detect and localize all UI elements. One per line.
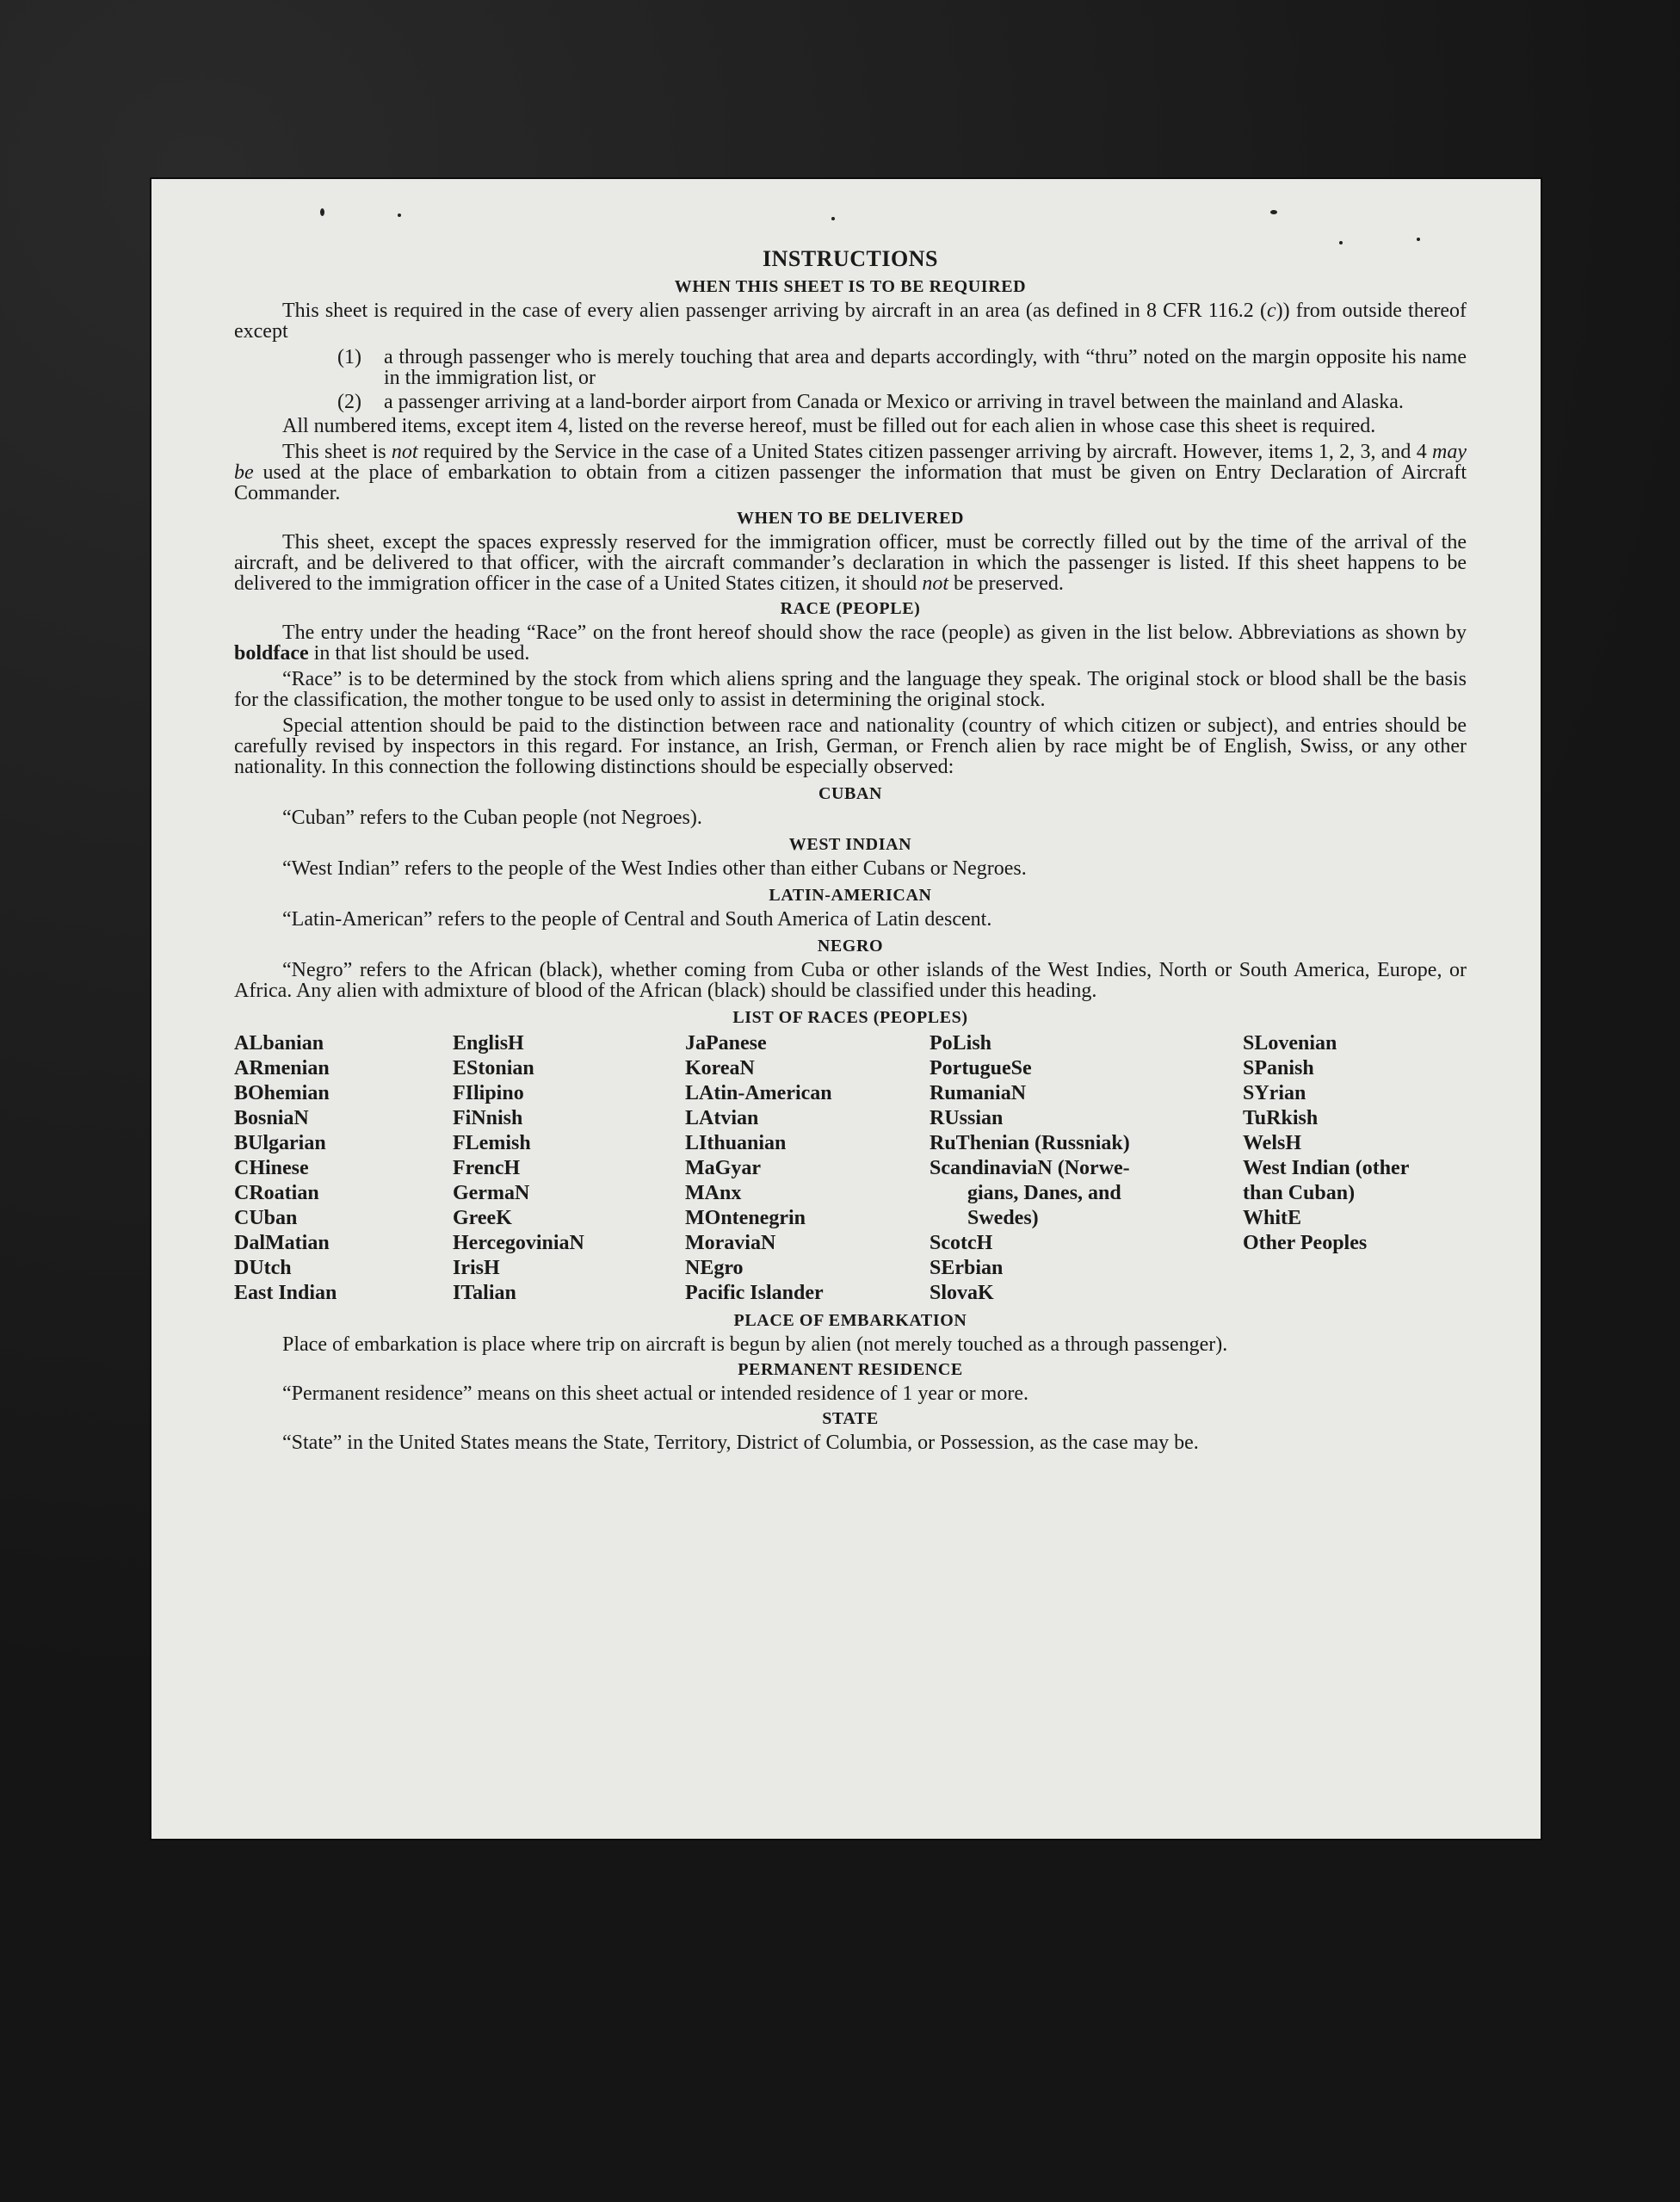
- race-entry: ScotcH: [930, 1232, 993, 1254]
- race-entry: WhitE: [1243, 1207, 1302, 1229]
- race-entry: CUban: [234, 1207, 298, 1229]
- race-entry: BOhemian: [234, 1082, 330, 1104]
- when-delivered-paragraph: This sheet, except the spaces expressly reserved for the immigration officer, must be correctly filled out by the time of the arrival of the aircraft, and be delivered to that officer, with the aircraft commander’s declaration in which the passenger is listed. If this sheet happens to be delivered to the immigration officer in the case of a United States citizen, it should not be preserved.: [234, 531, 1467, 595]
- definition-negro: “Negro” refers to the African (black), whether coming from Cuba or other islands of the West Indies, North or South America, Europe, or Africa. Any alien with admixture of blood of the African (black) should be classified under this heading.: [234, 959, 1467, 1002]
- race-entry: BUlgarian: [234, 1132, 326, 1154]
- race-entry: DalMatian: [234, 1232, 330, 1254]
- exception-item-1: (1) a through passenger who is merely touching that area and departs accordingly, with “thru” noted on the margin opposite his name in the immigration list, or: [337, 346, 1467, 389]
- race-entry-continued: gians, Danes, and: [967, 1182, 1121, 1204]
- race-paragraph-2: “Race” is to be determined by the stock from which aliens spring and the language they speak. The original stock or blood shall be the basis for the classification, the mother tongue to be used only to assist in determining the original stock.: [234, 668, 1467, 711]
- race-entry: RUssian: [930, 1107, 1004, 1129]
- race-entry: BosniaN: [234, 1107, 309, 1129]
- race-entry: FLemish: [453, 1132, 531, 1154]
- race-entry: SlovaK: [930, 1282, 994, 1304]
- race-entry: RuThenian (Russniak): [930, 1132, 1130, 1154]
- race-entry: FrencH: [453, 1157, 521, 1179]
- section-heading-when-required: WHEN THIS SHEET IS TO BE REQUIRED: [674, 277, 1027, 296]
- race-entry: WelsH: [1243, 1132, 1302, 1154]
- race-entry: MOntenegrin: [685, 1207, 806, 1229]
- definition-cuban: “Cuban” refers to the Cuban people (not Negroes).: [282, 807, 702, 829]
- race-entry: NEgro: [685, 1257, 744, 1279]
- race-entry: Other Peoples: [1243, 1232, 1368, 1254]
- section-heading-when-delivered: WHEN TO BE DELIVERED: [736, 509, 965, 528]
- races-column-2: [453, 1031, 685, 1306]
- race-entry: LAtvian: [685, 1107, 759, 1129]
- races-list-heading: LIST OF RACES (PEOPLES): [732, 1008, 968, 1027]
- race-entry: KoreaN: [685, 1057, 755, 1079]
- definition-heading-west-indian: WEST INDIAN: [788, 835, 912, 854]
- state-paragraph: “State” in the United States means the State, Territory, District of Columbia, or Possession, as the case may be.: [282, 1432, 1199, 1454]
- when-required-intro: This sheet is required in the case of every alien passenger arriving by aircraft in an area (as defined in 8 CFR 116.2 (c)) from outside thereof except: [234, 300, 1467, 343]
- definition-west-indian: “West Indian” refers to the people of the West Indies other than either Cubans or Negroes.: [282, 857, 1027, 880]
- race-entry: HercegoviniaN: [453, 1232, 584, 1254]
- race-entry: IrisH: [453, 1257, 500, 1279]
- race-entry: DUtch: [234, 1257, 292, 1279]
- races-column-1: [234, 1031, 453, 1306]
- citizen-paragraph: This sheet is not required by the Service in the case of a United States citizen passenger arriving by aircraft. However, items 1, 2, 3, and 4 may be used at the place of embarkation to obtain from a citizen passenger the information that must be given on Entry Declaration of Aircraft Commander.: [234, 441, 1467, 504]
- race-entry: MAnx: [685, 1182, 742, 1204]
- race-entry-continued: Swedes): [967, 1207, 1039, 1229]
- race-entry: SYrian: [1243, 1082, 1306, 1104]
- race-entry-continued: than Cuban): [1243, 1182, 1356, 1204]
- race-entry: LAtin-American: [685, 1082, 832, 1104]
- race-entry: FiNnish: [453, 1107, 523, 1129]
- race-entry: EnglisH: [453, 1032, 524, 1055]
- race-entry: SLovenian: [1243, 1032, 1337, 1055]
- exception-item-2: (2) a passenger arriving at a land-border airport from Canada or Mexico or arriving in travel between the mainland and Alaska.: [337, 391, 1404, 413]
- race-entry: JaPanese: [685, 1032, 767, 1055]
- races-column-4: [930, 1031, 1243, 1306]
- race-entry: ARmenian: [234, 1057, 330, 1079]
- race-entry: TuRkish: [1243, 1107, 1319, 1129]
- race-entry: GreeK: [453, 1207, 512, 1229]
- race-entry: LIthuanian: [685, 1132, 787, 1154]
- races-column-3: [685, 1031, 930, 1306]
- definition-latin-american: “Latin-American” refers to the people of Central and South America of Latin descent.: [282, 908, 992, 931]
- document-body: [234, 246, 1467, 1458]
- race-entry: ALbanian: [234, 1032, 324, 1055]
- section-heading-permanent-residence: PERMANENT RESIDENCE: [738, 1360, 963, 1379]
- race-entry: CHinese: [234, 1157, 309, 1179]
- race-entry: Pacific Islander: [685, 1282, 824, 1304]
- embarkation-paragraph: Place of embarkation is place where trip on aircraft is begun by alien (not merely touched as a through passenger).: [282, 1333, 1228, 1356]
- section-heading-embarkation: PLACE OF EMBARKATION: [733, 1311, 967, 1330]
- race-entry: ScandinaviaN (Norwe-: [930, 1157, 1130, 1179]
- races-column-5: [1243, 1031, 1467, 1306]
- definition-heading-cuban: CUBAN: [818, 784, 883, 803]
- definition-heading-latin-american: LATIN-AMERICAN: [769, 886, 932, 905]
- race-paragraph-3: Special attention should be paid to the distinction between race and nationality (country of which citizen or subject), and entries should be carefully revised by inspectors in this regard. For instance, an Irish, German, or French alien by race might be of English, Swiss, or any other nationality. In this connection the following distinctions should be especially observed:: [234, 714, 1467, 778]
- race-entry: EStonian: [453, 1057, 534, 1079]
- section-heading-state: STATE: [822, 1409, 879, 1428]
- race-entry: ITalian: [453, 1282, 516, 1304]
- numbered-items-paragraph: All numbered items, except item 4, listed on the reverse hereof, must be filled out for each alien in whose case this sheet is required.: [282, 415, 1376, 437]
- race-entry: MoraviaN: [685, 1232, 776, 1254]
- races-list: [234, 1031, 1467, 1306]
- page-title: INSTRUCTIONS: [763, 246, 938, 271]
- race-entry: West Indian (other: [1243, 1157, 1410, 1179]
- permanent-residence-paragraph: “Permanent residence” means on this sheet actual or intended residence of 1 year or more.: [282, 1382, 1028, 1405]
- section-heading-race: RACE (PEOPLE): [780, 599, 921, 618]
- race-entry: PoLish: [930, 1032, 992, 1055]
- race-entry: FIlipino: [453, 1082, 524, 1104]
- definition-heading-negro: NEGRO: [817, 937, 884, 956]
- race-entry: MaGyar: [685, 1157, 761, 1179]
- race-entry: East Indian: [234, 1282, 337, 1304]
- race-entry: SPanish: [1243, 1057, 1314, 1079]
- race-paragraph-1: The entry under the heading “Race” on the front hereof should show the race (people) as given in the list below. Abbreviations as shown by boldface in that list should be used.: [234, 622, 1467, 665]
- race-entry: GermaN: [453, 1182, 530, 1204]
- race-entry: PortugueSe: [930, 1057, 1032, 1079]
- race-entry: SErbian: [930, 1257, 1004, 1279]
- race-entry: RumaniaN: [930, 1082, 1027, 1104]
- instruction-sheet: [151, 179, 1541, 1839]
- race-entry: CRoatian: [234, 1182, 319, 1204]
